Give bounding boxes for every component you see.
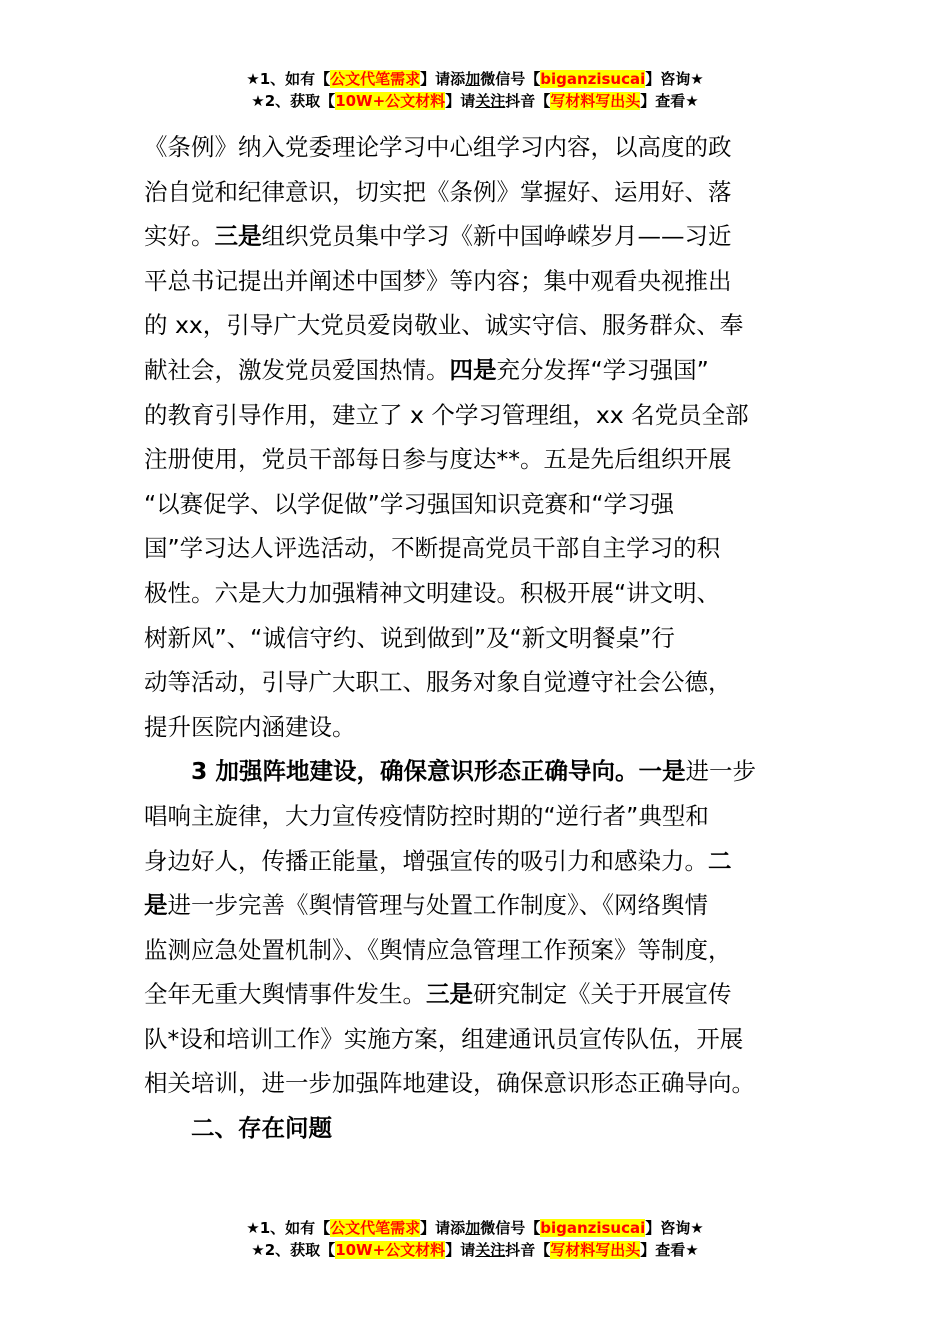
text-line: 树新风”、“诚信守约、说到做到”及“新文明餐桌”行 (144, 623, 675, 652)
banner-text: 微信号【 (480, 1219, 541, 1237)
banner-highlight: 写材料写出头 (550, 1241, 641, 1259)
text-line: 唱响主旋律，大力宣传疫情防控时期的“逆行者”典型和 (144, 801, 709, 830)
section-heading: 二、存在问题 (191, 1114, 332, 1143)
banner-text: 】请 (445, 1241, 476, 1259)
banner-highlight: 公文代笔需求 (330, 70, 421, 88)
banner-text: 】请 (445, 92, 476, 110)
text-line: 监测应急处置机制》、《舆情应急管理工作预案》等制度， (144, 935, 732, 964)
banner-line-2 (0, 1239, 950, 1261)
text-line: 注册使用，党员干部每日参与度达**。五是先后组织开展 (144, 445, 732, 474)
text-line: 《条例》纳入党委理论学习中心组学习内容，以高度的政 (144, 133, 732, 161)
text-line: “以赛促学、以学促做”学习强国知识竞赛和“学习强 (144, 489, 675, 518)
banner-highlight: 写材料写出头 (550, 92, 641, 110)
section-title: 3 加强阵地建设，确保意识形态正确导向。 (191, 757, 639, 786)
section-lead-line: 3 加强阵地建设，确保意识形态正确导向。一是进一步 (191, 757, 757, 786)
text-line: 身边好人，传播正能量，增强宣传的吸引力和感染力。二 (144, 846, 732, 875)
banner-highlight: 10W+公文材料 (335, 1241, 446, 1259)
banner-text: 微信号【 (480, 70, 541, 88)
text-line: 国”学习达人评选活动，不断提高党员干部自主学习的积 (144, 534, 721, 563)
banner-text: 】咨询★ (645, 1219, 704, 1237)
bold-marker: 是 (144, 891, 168, 920)
text-line: 提升医院内涵建设。 (144, 712, 356, 741)
banner-highlight: biganzisucai (540, 1219, 646, 1237)
footer-banner (0, 1217, 950, 1261)
banner-text: 抖音【 (505, 92, 551, 110)
banner-highlight: biganzisucai (540, 70, 646, 88)
banner-text: 抖音【 (505, 1241, 551, 1259)
banner-underlined: 加 (465, 1219, 481, 1237)
header-banner (0, 68, 950, 112)
banner-text: ★1、如有【 (246, 70, 331, 88)
banner-text: ★2、获取【 (251, 92, 336, 110)
document-body (144, 125, 806, 1151)
banner-text: 】咨询★ (645, 70, 704, 88)
banner-line-1 (0, 1217, 950, 1239)
text-line: 平总书记提出并阐述中国梦》等内容；集中观看央视推出 (144, 266, 732, 295)
banner-text: ★2、获取【 (251, 1241, 336, 1259)
text-line: 相关培训，进一步加强阵地建设，确保意识形态正确导向。 (144, 1069, 755, 1098)
bold-marker: 一是 (638, 757, 686, 786)
bold-marker: 二 (708, 846, 732, 875)
bold-marker: 三是 (426, 980, 473, 1009)
bold-marker: 四是 (449, 355, 497, 384)
bold-marker: 三是 (214, 222, 262, 251)
banner-text: 】查看★ (640, 1241, 699, 1259)
text-line: 全年无重大舆情事件发生。三是研究制定《关于开展宣传 (144, 980, 732, 1009)
text-line: 是进一步完善《舆情管理与处置工作制度》、《网络舆情 (144, 891, 708, 920)
banner-line-2 (0, 90, 950, 112)
banner-text: 】请添 (420, 70, 466, 88)
text-line: 的教育引导作用，建立了 x 个学习管理组，xx 名党员全部 (144, 400, 749, 429)
banner-highlight: 10W+公文材料 (335, 92, 446, 110)
text-line: 实好。三是组织党员集中学习《新中国峥嵘岁月——习近 (144, 222, 732, 251)
text-line: 动等活动，引导广大职工、服务对象自觉遵守社会公德， (144, 668, 732, 697)
banner-line-1 (0, 68, 950, 90)
banner-underlined: 关注 (475, 92, 506, 110)
text-line: 献社会，激发党员爱国热情。四是充分发挥“学习强国” (144, 355, 709, 384)
text-line: 极性。六是大力加强精神文明建设。积极开展“讲文明、 (144, 578, 721, 607)
banner-highlight: 公文代笔需求 (330, 1219, 421, 1237)
banner-text: 】请添 (420, 1219, 466, 1237)
banner-text: 】查看★ (640, 92, 699, 110)
banner-underlined: 关注 (475, 1241, 506, 1259)
text-line: 的 xx，引导广大党员爱岗敬业、诚实守信、服务群众、奉 (144, 311, 744, 340)
text-line: 治自觉和纪律意识，切实把《条例》掌握好、运用好、落 (144, 177, 732, 206)
banner-text: ★1、如有【 (246, 1219, 331, 1237)
text-line: 队*设和培训工作》实施方案，组建通讯员宣传队伍，开展 (144, 1024, 744, 1053)
banner-underlined: 加 (465, 70, 481, 88)
